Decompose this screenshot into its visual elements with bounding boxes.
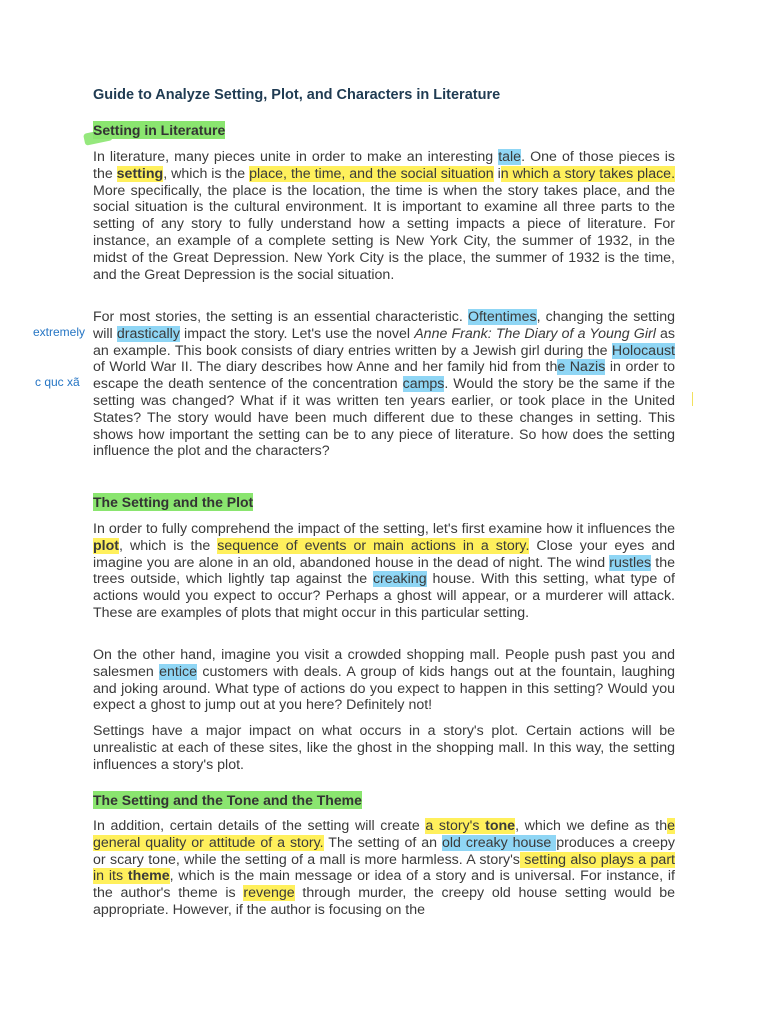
text-run: house. With this setting, what type of actions would you expect to occur? Perhaps a ghost will appear, or a murderer will attack. These are examples of plots that might occur in this particular setting. bbox=[93, 571, 675, 621]
definition-highlight: place, the time, and the social situation bbox=[249, 165, 494, 182]
paragraph-plot-definition bbox=[93, 521, 675, 622]
term-theme: theme bbox=[127, 868, 170, 885]
text-run: Close your eyes and imagine you are alone in an old, abandoned house in the dead of night. The wind bbox=[93, 537, 675, 571]
margin-note-extremely: extremely bbox=[33, 325, 86, 339]
text-run: In literature, many pieces unite in order to make an interesting bbox=[93, 149, 499, 165]
vocab-highlight-tale: tale bbox=[498, 149, 522, 165]
highlight-edge-mark bbox=[692, 392, 693, 406]
section-heading-plot bbox=[93, 494, 253, 510]
text-run: through murder, the creepy old house setting would be appropriate. However, if the author is focusing on the bbox=[93, 885, 675, 918]
definition-highlight: n which a story takes place. bbox=[500, 165, 676, 182]
vocab-highlight-nazis: e Nazis bbox=[557, 359, 606, 376]
text-run: , which we define as th bbox=[515, 818, 668, 834]
paragraph-tone-theme bbox=[93, 818, 675, 919]
vocab-highlight-old-creaky-house: old creaky house bbox=[441, 834, 557, 851]
paragraph-setting-importance bbox=[93, 309, 675, 460]
text-run: , which is the bbox=[119, 537, 218, 554]
text-run: The setting of an bbox=[323, 834, 442, 851]
document-title: Guide to Analyze Setting, Plot, and Characters in Literature bbox=[93, 87, 501, 103]
paragraph-mall-example bbox=[93, 647, 675, 714]
term-tone: tone bbox=[485, 818, 516, 834]
text-run: impact the story. Let's use the novel bbox=[179, 325, 415, 342]
highlight-revenge: revenge bbox=[243, 885, 295, 902]
paragraph-plot-summary: Settings have a major impact on what occurs in a story's plot. Certain actions will be unrealistic at each of these sites, like the ghost in the shopping mall. In this way, the setting influences a story's plot. bbox=[93, 723, 675, 773]
definition-highlight: e general quality or attitude of a story. bbox=[93, 818, 676, 851]
text-run: . One of those pieces is the bbox=[93, 149, 675, 182]
section-heading-plot-text: The Setting and the Plot bbox=[93, 494, 254, 510]
vocab-highlight-rustles: rustles bbox=[609, 554, 652, 571]
vocab-highlight-holocaust: Holocaust bbox=[611, 342, 675, 359]
text-run: More specifically, the place is the location, the time is when the story takes place, and the social situation is the cultural environment. It is important to examine all three parts to the setting of any story to fully understand how a setting impacts a piece of literature. For instance, an example of a complete setting is New York City, the summer of 1932, in the midst of the Great Depression. New York City is the place, the summer of 1932 is the time, and the Great Depression is the social situation. bbox=[93, 182, 675, 283]
book-title: Anne Frank: The Diary of a Young Girl bbox=[414, 325, 656, 342]
definition-highlight: setting also plays a part in its bbox=[93, 851, 675, 885]
text-run: in order to escape the death sentence of the concentration bbox=[93, 359, 676, 393]
text-run: i bbox=[493, 165, 501, 182]
vocab-highlight-drastically: drastically bbox=[116, 325, 180, 342]
term-plot: plot bbox=[93, 537, 119, 554]
paragraph-setting-definition bbox=[93, 149, 675, 283]
term-setting: setting bbox=[116, 165, 164, 182]
vocab-highlight-oftentimes: Oftentimes bbox=[467, 309, 537, 325]
definition-highlight: sequence of events or main actions in a story. bbox=[217, 537, 530, 554]
text-run: In order to fully comprehend the impact of the setting, let's first examine how it influences the bbox=[93, 521, 675, 537]
section-heading-tone-theme-text: The Setting and the Tone and the Theme bbox=[93, 792, 362, 808]
text-run: as an example. This book consists of diary entries written by a Jewish girl during the bbox=[93, 325, 675, 359]
section-heading-setting-text: Setting in Literature bbox=[93, 122, 226, 138]
text-run: . Would the story be the same if the setting was changed? What if it was written ten years earlier, or took place in the United States? The story would have been much different due to these changes in setting. This shows how important the setting can be to any piece of literature. So how does the setting influence the plot and the characters? bbox=[93, 376, 675, 460]
section-heading-tone-theme bbox=[93, 792, 362, 808]
text-run: For most stories, the setting is an essential characteristic. bbox=[93, 309, 468, 325]
text-run: of World War II. The diary describes how Anne and her family hid from th bbox=[93, 359, 558, 376]
definition-highlight: a story's bbox=[425, 818, 486, 834]
text-run: In addition, certain details of the setting will create bbox=[93, 818, 426, 834]
section-heading-setting bbox=[93, 122, 225, 138]
text-run: On the other hand, imagine you visit a crowded shopping mall. People push past you and salesmen bbox=[93, 647, 675, 680]
vocab-highlight-entice: entice bbox=[159, 663, 197, 680]
text-run: produces a creepy or scary tone, while the setting of a mall is more harmless. A story's bbox=[93, 834, 675, 868]
text-run: the trees outside, which lightly tap against the bbox=[93, 554, 675, 588]
text-run: customers with deals. A group of kids hangs out at the fountain, laughing and joking around. What type of actions do you expect to happen in this setting? Would you expect a ghost to jump out at you here? Definitely not! bbox=[93, 663, 675, 714]
text-run: , which is the bbox=[163, 165, 250, 182]
text-run: , changing the setting will bbox=[93, 309, 675, 342]
text-run: , which is the main message or idea of a story and is universal. For instance, if the author's theme is bbox=[93, 868, 675, 902]
vocab-highlight-creaking: creaking bbox=[372, 571, 427, 588]
margin-note-cqucxa: c quc xã bbox=[35, 375, 80, 389]
vocab-highlight-camps: camps bbox=[402, 376, 445, 393]
